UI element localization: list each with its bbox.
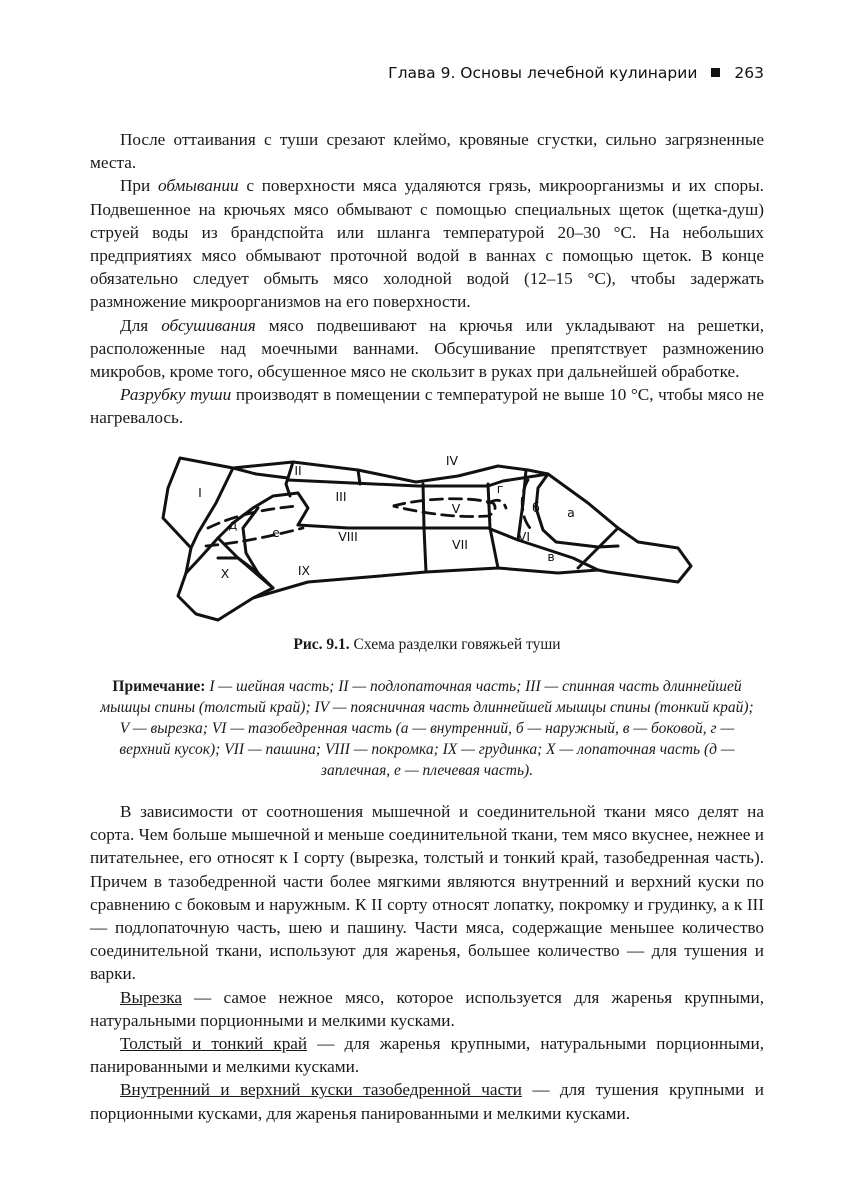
carcass-diagram <box>158 448 698 626</box>
label-III: III <box>335 489 347 504</box>
dashed-line-tenderloin <box>393 499 495 517</box>
dashed-line-round-g <box>488 500 506 508</box>
label-II: II <box>294 463 302 478</box>
paragraph <box>90 986 764 1032</box>
label-I: I <box>198 485 202 500</box>
paragraph <box>90 383 764 429</box>
label-b: б <box>532 500 540 515</box>
label-g: г <box>496 481 504 496</box>
cut-line-round-inner <box>536 474 618 547</box>
paragraph <box>90 1032 764 1078</box>
emphasis-term: обсушивания <box>161 315 256 335</box>
dashed-line-round-b <box>522 480 530 528</box>
underlined-term: Вырезка <box>120 987 182 1007</box>
running-header <box>90 64 764 82</box>
label-X: X <box>220 566 230 581</box>
paragraph <box>90 314 764 384</box>
label-V: V <box>451 501 461 516</box>
cut-line-shoulder-top <box>233 468 288 478</box>
label-VII: VII <box>452 537 468 552</box>
label-VIII: VIII <box>338 529 358 544</box>
label-VI: VI <box>517 529 531 544</box>
caption-label: Рис. 9.1. <box>293 636 350 653</box>
body-text-bottom <box>90 800 764 1125</box>
cut-line-round-side <box>578 528 618 568</box>
emphasis-term: Разрубку туши <box>120 385 232 405</box>
emphasis-term: обмывании <box>157 176 239 196</box>
page-number: 263 <box>734 64 764 82</box>
paragraph <box>90 128 764 174</box>
body-text-top <box>90 128 764 430</box>
paragraph <box>90 174 764 313</box>
paragraph-text: После оттаивания с туши срезают клеймо, кровяные сгустки, сильно загрязненные места. <box>90 130 764 173</box>
cut-line-vii-vi <box>488 484 498 568</box>
figure-note <box>96 676 758 781</box>
paragraph-text: — для тушения крупными и порционными кусками, для жаренья панированными и мелкими кусками. <box>90 1080 764 1123</box>
note-text: I — шейная часть; II — подлопаточная часть; III — спинная часть длиннейшей мышцы спины (толстый край); IV — поясничная часть длиннейшей мышцы спины (тонкий край); V — вырезка; VI — тазобедренная часть (а — внутренний, б — наружный, в — боковой, г — верхний кусок); VII — пашина; VIII — покромка; IX — грудинка; X — лопаточная часть (д — заплечная, е — плечевая часть). <box>100 678 754 779</box>
figure-caption <box>90 636 764 654</box>
paragraph-text: мясо подвешивают на крючья или укладывают на решетки, расположенные над моечными ваннами. Обсушивание препятствует размножению микробов, кроме того, обсушенное мясо не скользит в руках при дальнейшей обработке. <box>90 315 764 382</box>
label-IX: IX <box>297 563 311 578</box>
cut-line-iii-iv <box>358 470 360 484</box>
paragraph-text: В зависимости от соотношения мышечной и соединительной ткани мясо делят на сорта. Чем больше мышечной и меньше соединительной ткани, тем мясо вкуснее, нежнее и питательнее, его относят к I сорту (вырезка, толстый и тонкий край, тазобедренная часть). Причем в тазобедренной части более мягкими являются внутренний и верхний куски по сравнению с боковым и наружным. К II сорту относят лопатку, покромку и грудинку, а к III — подлопаточную часть, шею и пашину. Части мяса, содержащие меньшее количество соединительной ткани, используют для жаренья, большее количество — для тушения и варки. <box>90 802 764 984</box>
carcass-diagram-svg <box>158 448 698 626</box>
carcass-outline <box>163 458 691 620</box>
underlined-term: Толстый и тонкий край <box>120 1034 308 1054</box>
note-label: Примечание: <box>112 678 206 695</box>
paragraph <box>90 1078 764 1124</box>
cut-line-spine-lower <box>288 480 418 486</box>
paragraph-lead: При <box>120 176 158 196</box>
paragraph-text: с поверхности мяса удаляются грязь, микроорганизмы и их споры. Подвешенное на крючьях мясо обмывают с помощью специальных щеток (щетка-душ) струей воды из брандспойта или шланга температурой 20–30 °С. На небольших предприятиях мясо обмывают проточной водой в ваннах с помощью щеток. В конце обязательно следует обмыть мясо холодной водой (12–15 °С), чтобы задержать размножение микроорганизмов на его поверхности. <box>90 176 764 312</box>
paragraph-text: производят в помещении с температурой не выше 10 °С, чтобы мясо не нагревалось. <box>90 385 764 428</box>
cut-line-back-line <box>288 462 293 478</box>
paragraph-text: — самое нежное мясо, которое используется для жаренья крупными, натуральными порционными и мелкими кусками. <box>90 987 764 1030</box>
chapter-title: Глава 9. Основы лечебной кулинарии <box>388 64 698 82</box>
paragraph <box>90 800 764 986</box>
label-v: в <box>547 549 555 564</box>
label-e: е <box>272 525 280 540</box>
underlined-term: Внутренний и верхний куски тазобедренной части <box>120 1080 522 1100</box>
cut-line-neck-back <box>191 468 233 548</box>
label-IV: IV <box>445 453 459 468</box>
label-d: д <box>228 517 238 532</box>
paragraph-lead: Для <box>120 315 162 335</box>
paragraph-text: — для жаренья крупными, натуральными порционными, панированными и мелкими кусками. <box>90 1034 764 1077</box>
label-a: а <box>567 505 575 520</box>
header-separator-square <box>711 68 720 77</box>
caption-text: Схема разделки говяжьей туши <box>349 636 561 653</box>
